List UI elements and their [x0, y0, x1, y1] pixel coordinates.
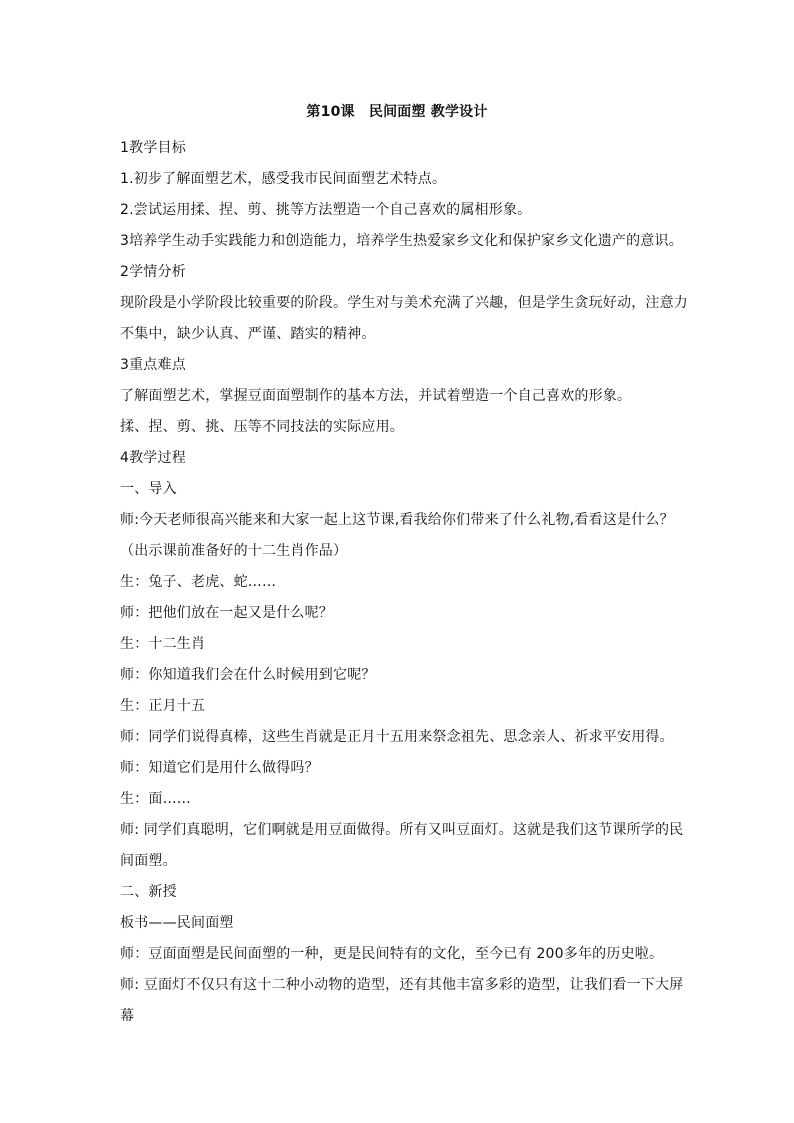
dialogue-line: 师：你知道我们会在什么时候用到它呢？: [120, 667, 376, 683]
dialogue-line: 师:今天老师很高兴能来和大家一起上这节课,看我给你们带来了什么礼物,看看这是什么？: [120, 512, 674, 528]
paragraph-line: 1.初步了解面塑艺术，感受我市民间面塑艺术特点。: [120, 171, 447, 187]
document-body: [120, 133, 688, 1032]
paragraph-line: 了解面塑艺术，掌握豆面面塑制作的基本方法，并试着塑造一个自己喜欢的形象。: [120, 388, 632, 404]
paragraph-line: 2.尝试运用揉、捏、剪、挑等方法塑造一个自己喜欢的属相形象。: [120, 202, 532, 218]
dialogue-line: 师：同学们说得真棒，这些生肖就是正月十五用来祭念祖先、思念亲人、祈求平安用得。: [120, 729, 674, 745]
paragraph-line: 揉、捏、剪、挑、压等不同技法的实际应用。: [120, 419, 404, 435]
dialogue-line: 板书——民间面塑: [120, 915, 234, 931]
paragraph-line: 不集中，缺少认真、严谨、踏实的精神。: [120, 326, 376, 342]
dialogue-line: 间面塑。: [120, 853, 177, 869]
heading-student-analysis: 2学情分析: [120, 264, 186, 280]
dialogue-line: 生：兔子、老虎、蛇……: [120, 574, 277, 590]
paragraph-line: 3培养学生动手实践能力和创造能力，培养学生热爱家乡文化和保护家乡文化遗产的意识。: [120, 233, 683, 249]
dialogue-line: 师: 豆面灯不仅只有这十二种小动物的造型，还有其他丰富多彩的造型，让我们看一下大屏: [120, 977, 684, 993]
document-title: 第10课 民间面塑 教学设计: [306, 104, 488, 120]
dialogue-line: 师：知道它们是用什么做得吗？: [120, 760, 319, 776]
dialogue-line: 师：豆面面塑是民间面塑的一种，更是民间特有的文化，至今已有 200多年的历史啦。: [120, 946, 664, 962]
dialogue-line: （出示课前准备好的十二生肖作品）: [120, 543, 348, 559]
heading-teaching-goals: 1教学目标: [120, 140, 186, 156]
dialogue-line: 生：正月十五: [120, 698, 206, 714]
subheading-introduction: 一、导入: [120, 481, 177, 497]
dialogue-line: 师: 同学们真聪明，它们啊就是用豆面做得。所有又叫豆面灯。这就是我们这节课所学的民: [120, 822, 684, 838]
subheading-new-lesson: 二、新授: [120, 884, 177, 900]
dialogue-line: 师：把他们放在一起又是什么呢？: [120, 605, 333, 621]
heading-teaching-process: 4教学过程: [120, 450, 186, 466]
paragraph-line: 现阶段是小学阶段比较重要的阶段。学生对与美术充满了兴趣，但是学生贪玩好动，注意力: [120, 295, 688, 311]
dialogue-line: 生：面……: [120, 791, 191, 807]
dialogue-line: 幕: [120, 1008, 135, 1024]
heading-key-points: 3重点难点: [120, 357, 186, 373]
dialogue-line: 生：十二生肖: [120, 636, 206, 652]
